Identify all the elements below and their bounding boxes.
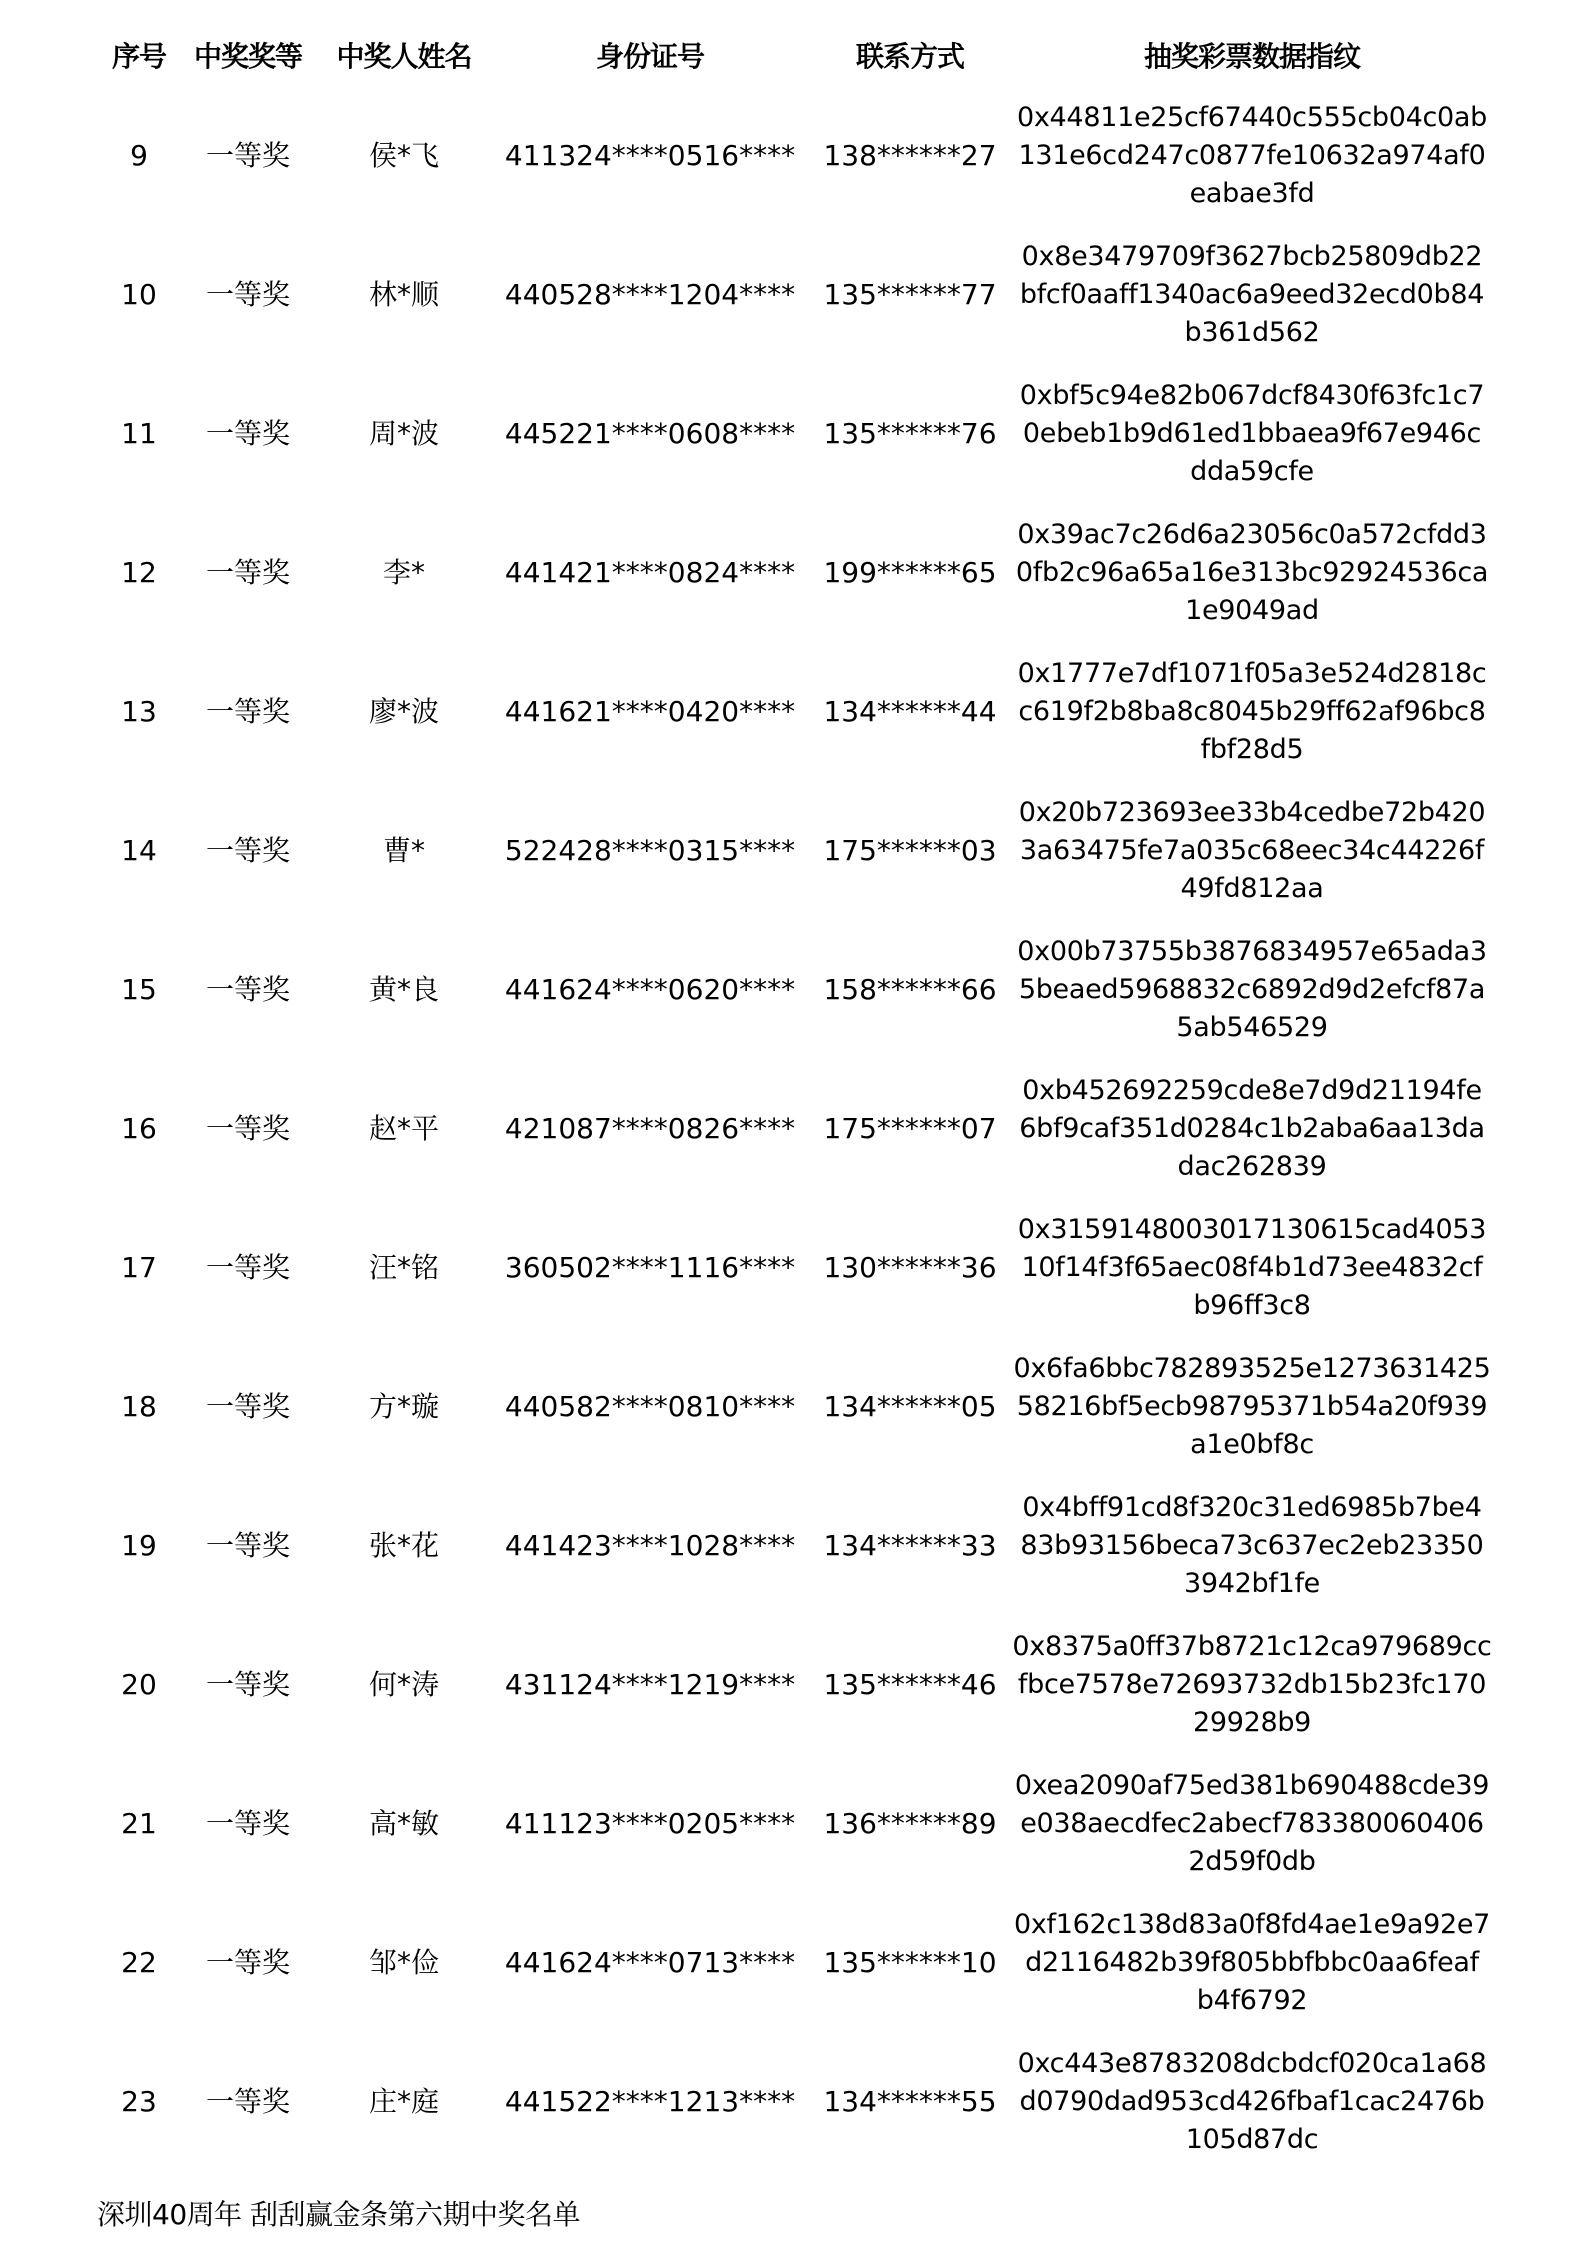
cell-winner-name: 张*花	[368, 1528, 440, 1562]
fingerprint-line: 0xbf5c94e82b067dcf8430f63fc1c7	[1019, 379, 1485, 411]
fingerprint-line: 10f14f3f65aec08f4b1d73ee4832cf	[1021, 1251, 1483, 1283]
cell-fingerprint	[1012, 238, 1492, 352]
cell-prize-level: 一等奖	[205, 1389, 291, 1423]
fingerprint-line: d2116482b39f805bbfbbc0aa6feaf	[1025, 1946, 1479, 1978]
fingerprint-line: 0xb452692259cde8e7d9d21194fe	[1022, 1074, 1482, 1106]
cell-seq: 18	[121, 1389, 157, 1423]
cell-prize-level: 一等奖	[205, 833, 291, 867]
fingerprint-line: b4f6792	[1196, 1984, 1308, 2016]
cell-fingerprint	[1012, 1211, 1492, 1325]
cell-id-number: 441621****0420****	[504, 694, 796, 728]
cell-contact: 135******77	[823, 277, 997, 311]
cell-winner-name: 曹*	[382, 833, 426, 867]
table-row	[0, 1893, 1586, 2032]
cell-fingerprint	[1012, 1072, 1492, 1186]
fingerprint-line: 0x00b73755b3876834957e65ada3	[1017, 935, 1487, 967]
cell-seq: 19	[121, 1528, 157, 1562]
cell-fingerprint	[1012, 1767, 1492, 1881]
cell-id-number: 441624****0620****	[504, 972, 796, 1006]
cell-contact: 134******05	[823, 1389, 997, 1423]
cell-prize-level: 一等奖	[205, 1111, 291, 1145]
cell-id-number: 441624****0713****	[504, 1945, 796, 1979]
document-caption: 深圳40周年 刮刮赢金条第六期中奖名单	[97, 2198, 581, 2231]
cell-seq: 23	[121, 2084, 157, 2118]
fingerprint-line: fbf28d5	[1200, 733, 1304, 765]
cell-id-number: 411123****0205****	[504, 1806, 796, 1840]
fingerprint-line: dda59cfe	[1190, 455, 1314, 487]
table-row	[0, 503, 1586, 642]
cell-winner-name: 邹*俭	[368, 1945, 440, 1979]
cell-seq: 17	[121, 1250, 157, 1284]
cell-contact: 175******07	[823, 1111, 997, 1145]
cell-prize-level: 一等奖	[205, 972, 291, 1006]
cell-contact: 135******10	[823, 1945, 997, 1979]
cell-seq: 20	[121, 1667, 157, 1701]
table-row	[0, 1337, 1586, 1476]
cell-fingerprint	[1012, 933, 1492, 1047]
cell-id-number: 441423****1028****	[504, 1528, 796, 1562]
cell-winner-name: 李*	[382, 555, 426, 589]
cell-prize-level: 一等奖	[205, 1945, 291, 1979]
cell-fingerprint	[1012, 794, 1492, 908]
fingerprint-line: 1e9049ad	[1185, 594, 1319, 626]
fingerprint-line: 0xc443e8783208dcbdcf020ca1a68	[1017, 2047, 1487, 2079]
table-row	[0, 1615, 1586, 1754]
fingerprint-line: 0x44811e25cf67440c555cb04c0ab	[1017, 101, 1487, 133]
cell-winner-name: 赵*平	[368, 1111, 440, 1145]
fingerprint-line: 0x4bff91cd8f320c31ed6985b7be4	[1022, 1491, 1482, 1523]
fingerprint-line: d0790dad953cd426fbaf1cac2476b	[1019, 2085, 1485, 2117]
fingerprint-line: 5ab546529	[1176, 1011, 1328, 1043]
cell-seq: 22	[121, 1945, 157, 1979]
table-row	[0, 781, 1586, 920]
fingerprint-line: 29928b9	[1192, 1706, 1312, 1738]
fingerprint-line: b361d562	[1184, 316, 1320, 348]
cell-winner-name: 黄*良	[368, 972, 440, 1006]
cell-contact: 199******65	[823, 555, 997, 589]
cell-contact: 138******27	[823, 138, 997, 172]
table-row	[0, 1059, 1586, 1198]
fingerprint-line: 0x39ac7c26d6a23056c0a572cfdd3	[1017, 518, 1487, 550]
cell-fingerprint	[1012, 1489, 1492, 1603]
fingerprint-line: 2d59f0db	[1188, 1845, 1316, 1877]
cell-id-number: 421087****0826****	[504, 1111, 796, 1145]
cell-contact: 158******66	[823, 972, 997, 1006]
cell-winner-name: 林*顺	[368, 277, 440, 311]
cell-seq: 10	[121, 277, 157, 311]
cell-prize-level: 一等奖	[205, 1528, 291, 1562]
cell-id-number: 431124****1219****	[504, 1667, 796, 1701]
cell-contact: 134******55	[823, 2084, 997, 2118]
fingerprint-line: a1e0bf8c	[1190, 1428, 1314, 1460]
fingerprint-line: dac262839	[1177, 1150, 1327, 1182]
header-winner-name: 中奖人姓名	[336, 40, 472, 73]
table-row	[0, 1754, 1586, 1893]
cell-id-number: 441522****1213****	[504, 2084, 796, 2118]
cell-fingerprint	[1012, 1628, 1492, 1742]
header-prize-level: 中奖奖等	[193, 40, 303, 73]
cell-fingerprint	[1012, 1906, 1492, 2020]
table-row	[0, 86, 1586, 225]
table-header	[0, 34, 1586, 80]
table-row	[0, 920, 1586, 1059]
table-row	[0, 1476, 1586, 1615]
fingerprint-line: 6bf9caf351d0284c1b2aba6aa13da	[1019, 1112, 1485, 1144]
fingerprint-line: 0x315914800301713061​5cad4053	[1017, 1213, 1487, 1245]
cell-contact: 135******46	[823, 1667, 997, 1701]
fingerprint-line: 3942bf1fe	[1184, 1567, 1320, 1599]
cell-seq: 21	[121, 1806, 157, 1840]
fingerprint-line: fbce7578e72693732db15b23fc170	[1017, 1668, 1487, 1700]
cell-seq: 11	[121, 416, 157, 450]
cell-id-number: 360502****1116****	[504, 1250, 796, 1284]
fingerprint-line: 5beaed5968832c6892d9d2efcf87a	[1018, 973, 1486, 1005]
cell-contact: 134******44	[823, 694, 997, 728]
fingerprint-line: 131e6cd247c0877fe10632a974af0	[1018, 139, 1486, 171]
fingerprint-line: 49fd812aa	[1180, 872, 1324, 904]
fingerprint-line: bfcf0aaff1340ac6a9eed32ecd0b84	[1019, 278, 1485, 310]
cell-seq: 14	[121, 833, 157, 867]
table-row	[0, 364, 1586, 503]
cell-id-number: 522428****0315****	[504, 833, 796, 867]
cell-winner-name: 方*璇	[368, 1389, 440, 1423]
fingerprint-line: 0x6fa6bbc782893525e1273631425	[1013, 1352, 1491, 1384]
cell-fingerprint	[1012, 516, 1492, 630]
cell-seq: 9	[130, 138, 148, 172]
fingerprint-line: 0x20b723693ee33b4cedbe72b420	[1018, 796, 1486, 828]
cell-prize-level: 一等奖	[205, 1250, 291, 1284]
fingerprint-line: 0x8375a0ff37b8721c12ca979689cc	[1012, 1630, 1492, 1662]
fingerprint-line: c619f2b8ba8c8045b29ff62af96bc8	[1018, 695, 1486, 727]
fingerprint-line: eabae3fd	[1189, 177, 1315, 209]
cell-contact: 130******36	[823, 1250, 997, 1284]
cell-id-number: 441421****0824****	[504, 555, 796, 589]
cell-fingerprint	[1012, 377, 1492, 491]
table-row	[0, 1198, 1586, 1337]
cell-winner-name: 庄*庭	[368, 2084, 440, 2118]
cell-contact: 134******33	[823, 1528, 997, 1562]
cell-winner-name: 汪*铭	[368, 1250, 440, 1284]
fingerprint-line: e038aecdfec2abecf783380060406	[1020, 1807, 1484, 1839]
cell-prize-level: 一等奖	[205, 416, 291, 450]
fingerprint-line: 3a63475fe7a035c68eec34c44226f	[1019, 834, 1485, 866]
fingerprint-line: 105d87dc	[1185, 2123, 1319, 2155]
cell-prize-level: 一等奖	[205, 555, 291, 589]
header-seq: 序号	[111, 40, 167, 73]
table-row	[0, 2032, 1586, 2171]
cell-prize-level: 一等奖	[205, 2084, 291, 2118]
cell-id-number: 445221****0608****	[504, 416, 796, 450]
cell-prize-level: 一等奖	[205, 277, 291, 311]
cell-id-number: 440528****1204****	[504, 277, 796, 311]
cell-seq: 13	[121, 694, 157, 728]
cell-contact: 175******03	[823, 833, 997, 867]
cell-winner-name: 廖*波	[368, 694, 440, 728]
fingerprint-line: b96ff3c8	[1193, 1289, 1311, 1321]
cell-prize-level: 一等奖	[205, 1806, 291, 1840]
fingerprint-line: 83b93156beca73c637ec2eb23350	[1020, 1529, 1484, 1561]
cell-id-number: 411324****0516****	[504, 138, 796, 172]
cell-seq: 15	[121, 972, 157, 1006]
cell-fingerprint	[1012, 99, 1492, 213]
header-id-number: 身份证号	[595, 40, 705, 73]
cell-winner-name: 侯*飞	[368, 138, 440, 172]
cell-fingerprint	[1012, 1350, 1492, 1464]
header-contact: 联系方式	[855, 40, 965, 73]
table-row	[0, 642, 1586, 781]
cell-seq: 16	[121, 1111, 157, 1145]
cell-prize-level: 一等奖	[205, 1667, 291, 1701]
header-fingerprint: 抽奖彩票数据指纹	[1143, 40, 1361, 73]
cell-winner-name: 周*波	[368, 416, 440, 450]
fingerprint-line: 0x8e3479709f3627bcb25809db22	[1021, 240, 1483, 272]
fingerprint-line: 0xea2090af75ed381b690488cde39	[1014, 1769, 1490, 1801]
cell-fingerprint	[1012, 655, 1492, 769]
fingerprint-line: 0xf162c138d83a0f8fd4ae1e9a92e7	[1013, 1908, 1491, 1940]
cell-prize-level: 一等奖	[205, 694, 291, 728]
cell-contact: 136******89	[823, 1806, 997, 1840]
table-row	[0, 225, 1586, 364]
cell-winner-name: 何*涛	[368, 1667, 440, 1701]
fingerprint-line: 0x1777e7df1071f05a3e524d2818c	[1017, 657, 1487, 689]
cell-winner-name: 高*敏	[368, 1806, 440, 1840]
cell-id-number: 440582****0810****	[504, 1389, 796, 1423]
cell-fingerprint	[1012, 2045, 1492, 2159]
fingerprint-line: 0fb2c96a65a16e313bc92924536ca	[1015, 556, 1489, 588]
cell-contact: 135******76	[823, 416, 997, 450]
table-body	[0, 86, 1586, 2171]
cell-seq: 12	[121, 555, 157, 589]
fingerprint-line: 58216bf5ecb98795371b54a20f939	[1016, 1390, 1488, 1422]
fingerprint-line: 0ebeb1b9d61ed1bbaea9f67e946c	[1022, 417, 1482, 449]
cell-prize-level: 一等奖	[205, 138, 291, 172]
